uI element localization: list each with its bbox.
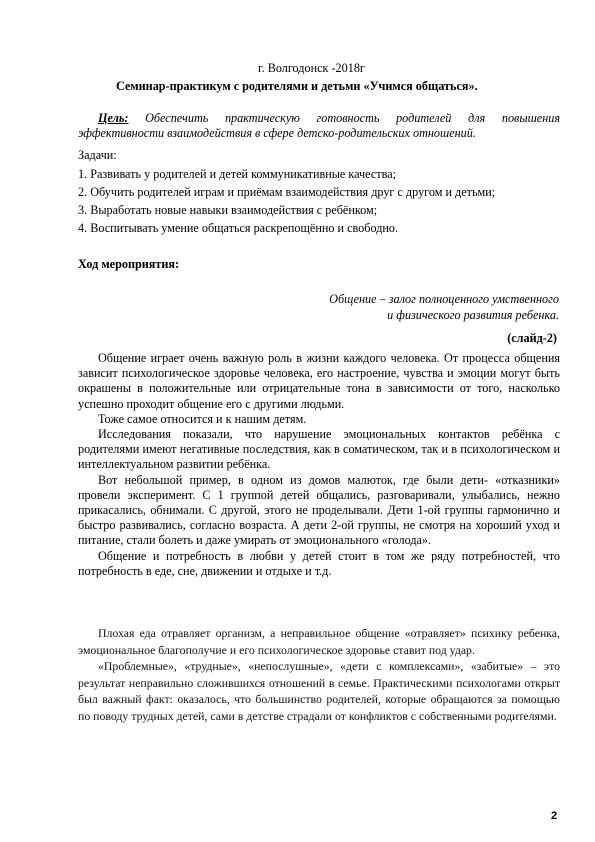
epigraph-line-1: Общение – залог полноценного умственного (329, 292, 559, 306)
goal-text: Обеспечить практическую готовность родителей для повышения эффективности взаимодействия в сфере детско-родительских отношений. (78, 111, 560, 140)
body-paragraph: Общение и потребность в любви у детей стоит в том же ряду потребностей, что потребность в еде, сне, движении и отдыхе и т.д. (78, 548, 560, 578)
tasks-label: Задачи: (78, 148, 117, 162)
seminar-title: Семинар-практикум с родителями и детьми «Учимся общаться». (116, 79, 478, 93)
slide-label: (слайд-2) (507, 331, 557, 345)
body-paragraph: Тоже самое относится и к нашим детям. (98, 411, 307, 426)
task-item-3: 3. Выработать новые навыки взаимодействия с ребёнком; (78, 203, 378, 217)
task-item-1: 1. Развивать у родителей и детей коммуникативные качества; (78, 167, 397, 181)
body-paragraph: Общение играет очень важную роль в жизни каждого человека. От процесса общения зависит психологическое здоровье человека, его настроение, чувства и эмоции могут быть окрашены в положительные или отрицательные тона в зависимости от того, насколько успешно проходит общение его с другими людьми. (78, 351, 560, 411)
event-heading: Ход мероприятия: (78, 257, 180, 271)
body-paragraph: Плохая еда отравляет организм, а неправильное общение «отравляет» психику ребенка, эмоциональное благополучие и его психологическое здоровье ставит под удар. (78, 626, 560, 657)
task-item-2: 2. Обучить родителей играм и приёмам взаимодействия друг с другом и детьми; (78, 185, 496, 199)
epigraph-line-2: и физического развития ребенка. (387, 308, 559, 322)
body-paragraph: «Проблемные», «трудные», «непослушные», «дети с комплексами», «забитые» – это результат неправильно сложившихся отношений в семье. Практическими психологами открыт был важный факт: оказалось, что большинство родителей, которые обращаются за помощью по поводу трудных детей, сами в детстве страдали от конфликтов с собственными родителями. (78, 659, 560, 723)
body-block-1 (78, 351, 560, 579)
body-paragraph: Вот небольшой пример, в одном из домов малюток, где были дети- «отказники» провели эксперимент. С 1 группой детей общались, разговаривали, улыбались, нежно прикасались, обнимали. С другой, этого не проделывали. Дети 1-ой группы гармонично и быстро развивались, согласно возраста. А дети 2-ой группы, не смотря на хороший уход и питание, стали болеть и даже умирать от эмоционального «голода». (78, 472, 560, 548)
page-number: 2 (551, 810, 558, 822)
city-year: г. Волгодонск -2018г (258, 61, 365, 75)
task-item-4: 4. Воспитывать умение общаться раскрепощённо и свободно. (78, 221, 399, 235)
goal-label: Цель: (98, 111, 129, 125)
body-block-2 (78, 625, 560, 724)
goal-paragraph (78, 111, 560, 141)
body-paragraph: Исследования показали, что нарушение эмоциональных контактов ребёнка с родителями имеют негативные последствия, как в соматическом, так и в психологическом и интеллектуальном развитии ребёнка. (78, 427, 560, 472)
